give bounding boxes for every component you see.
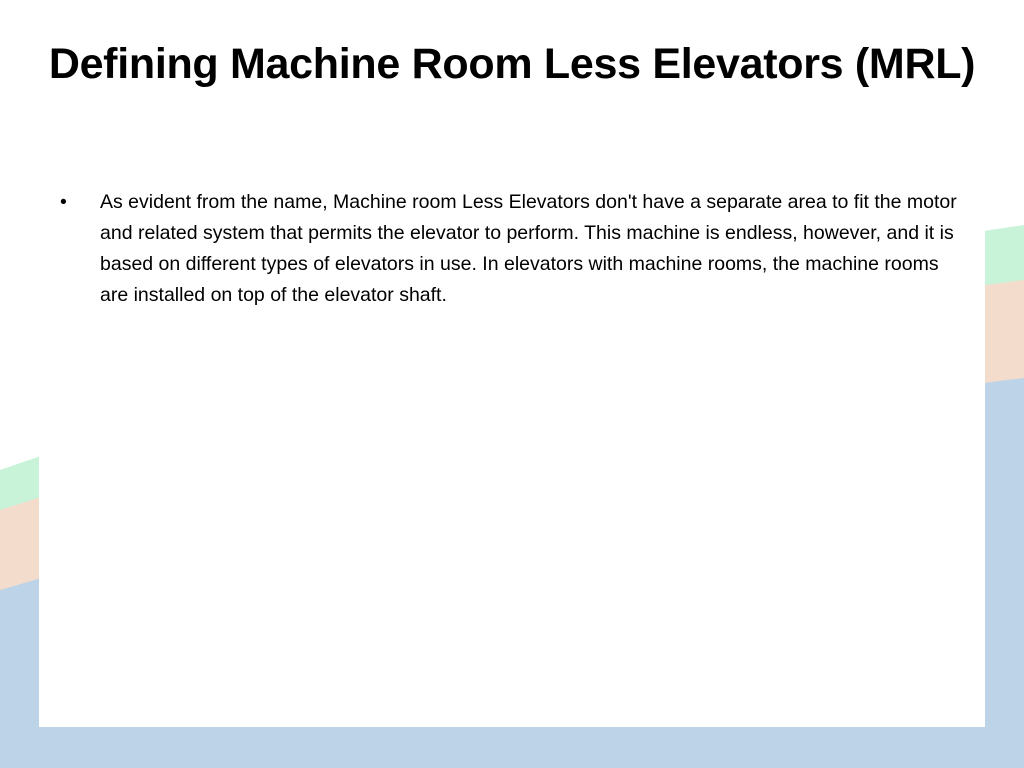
bullet-text: As evident from the name, Machine room Less Elevators don't have a separate area to fit the motor and related system that permits the elevator to perform. This machine is endless, however, and it is based on different types of elevators in use. In elevators with machine rooms, the machine rooms are installed on top of the elevator shaft. [100,191,957,306]
bullet-marker: • [60,191,67,213]
content-panel [39,0,985,727]
slide-title: Defining Machine Room Less Elevators (MRL) [48,40,976,88]
bullet-item [60,187,965,311]
bullet-list [60,187,965,311]
